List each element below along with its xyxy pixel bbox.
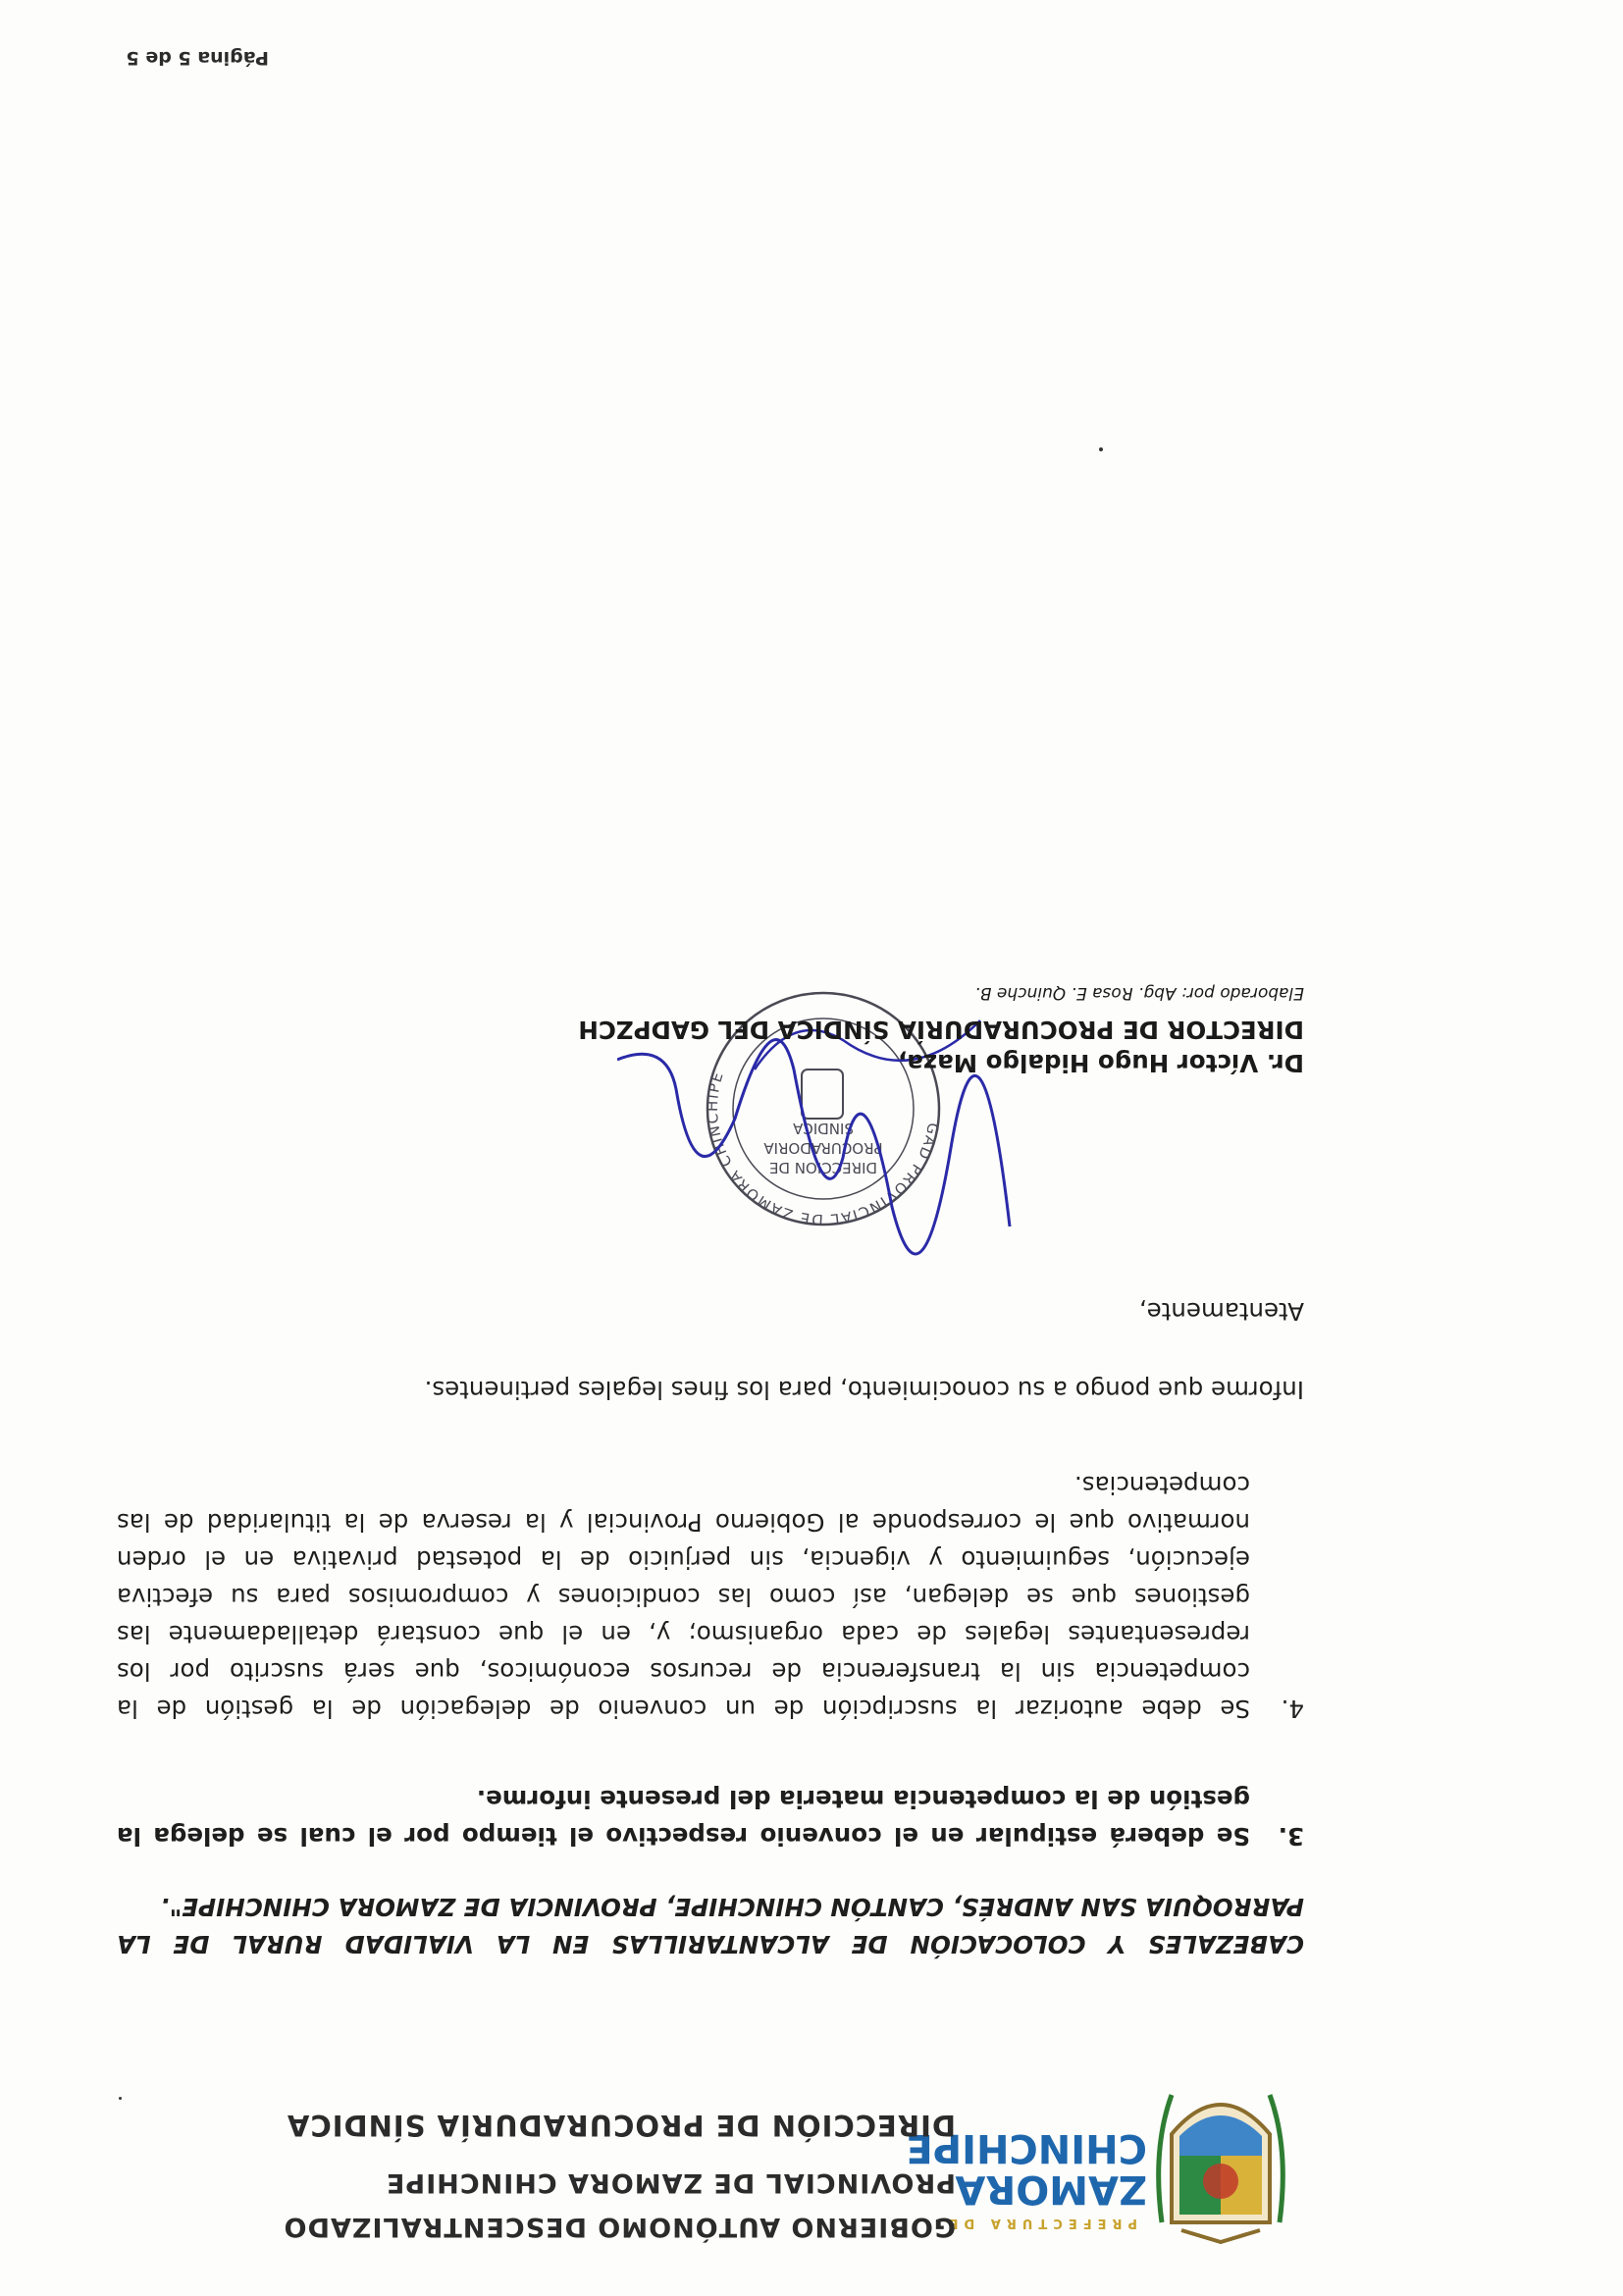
brand-prefix: PREFECTURA DE [943, 2216, 1137, 2230]
closing-paragraph: Informe que pongo a su conocimiento, para los fines legales pertinentes. [424, 1376, 1304, 1404]
signatory-block [578, 1013, 1304, 1079]
coat-of-arms-icon [906, 2061, 1294, 2247]
header-text [210, 2095, 956, 2242]
signatory-name: Dr. Víctor Hugo Hidalgo Maza, [898, 1049, 1304, 1077]
brand-name-1: ZAMORA [955, 2166, 1147, 2212]
stamp-line-3: SINDICA [793, 1120, 854, 1137]
header-line-3: DIRECCIÓN DE PROCURADURÍA SÍNDICA [286, 2109, 956, 2142]
prefectura-logo [906, 2061, 1294, 2247]
item-text: Se debe autorizar la suscripción de un convenio de delegación de la gestión de la competencia sin la transferencia de recursos económicos, que será suscrito por los representantes legales de cada organismo; y, en el que constará detalladamente las gestiones que se delegan, así como las condiciones y compromisos para su efectiva ejecución, seguimiento y vigencia, sin perjuicio de la potestad privativa en el orden normativo que le corresponde al Gobierno Provincial y la reserva de la titularidad de las competencias. [117, 1471, 1250, 1723]
stamp-line-2: PROCURADORIA [763, 1139, 883, 1157]
item-text: Se deberá estipular en el convenio respectivo el tiempo por el cual se delega la gestión de la competencia materia del presente informe. [117, 1785, 1250, 1851]
title-continuation: CABEZALES Y COLOCACIÓN DE ALCANTARILLAS EN LA VIALIDAD RURAL DE LA PARROQUIA SAN ANDRÉS, CANTÓN CHINCHIPE, PROVINCIA DE ZAMORA CHINCHIPE". [117, 1893, 1304, 1958]
header-line-2: PROVINCIAL DE ZAMORA CHINCHIPE [385, 2167, 956, 2198]
scan-speck [1099, 447, 1103, 451]
list-item [117, 1780, 1304, 1854]
elaborated-by: Elaborado por: Abg. Rosa E. Quinche B. [974, 983, 1304, 1003]
brand-name-2: CHINCHIPE [906, 2125, 1147, 2170]
stamp-line-1: DIRECCION DE [768, 1159, 878, 1176]
header-line-1: GOBIERNO AUTÓNOMO DESCENTRALIZADO [283, 2212, 956, 2242]
item-number: 3. [1278, 1822, 1304, 1851]
list-item [117, 1466, 1304, 1727]
item-number: 4. [1281, 1695, 1304, 1723]
signatory-title: DIRECTOR DE PROCURADURÍA SÍNDICA DEL GADPZCH [578, 1016, 1304, 1044]
scan-speck [119, 2097, 122, 2100]
stamp-ring-text: GAD PROVINCIAL DE ZAMORA CHINCHIPE [703, 1069, 943, 1229]
page-number: Página 5 de 5 [126, 47, 269, 69]
salutation: Atentamente, [1138, 1297, 1304, 1326]
